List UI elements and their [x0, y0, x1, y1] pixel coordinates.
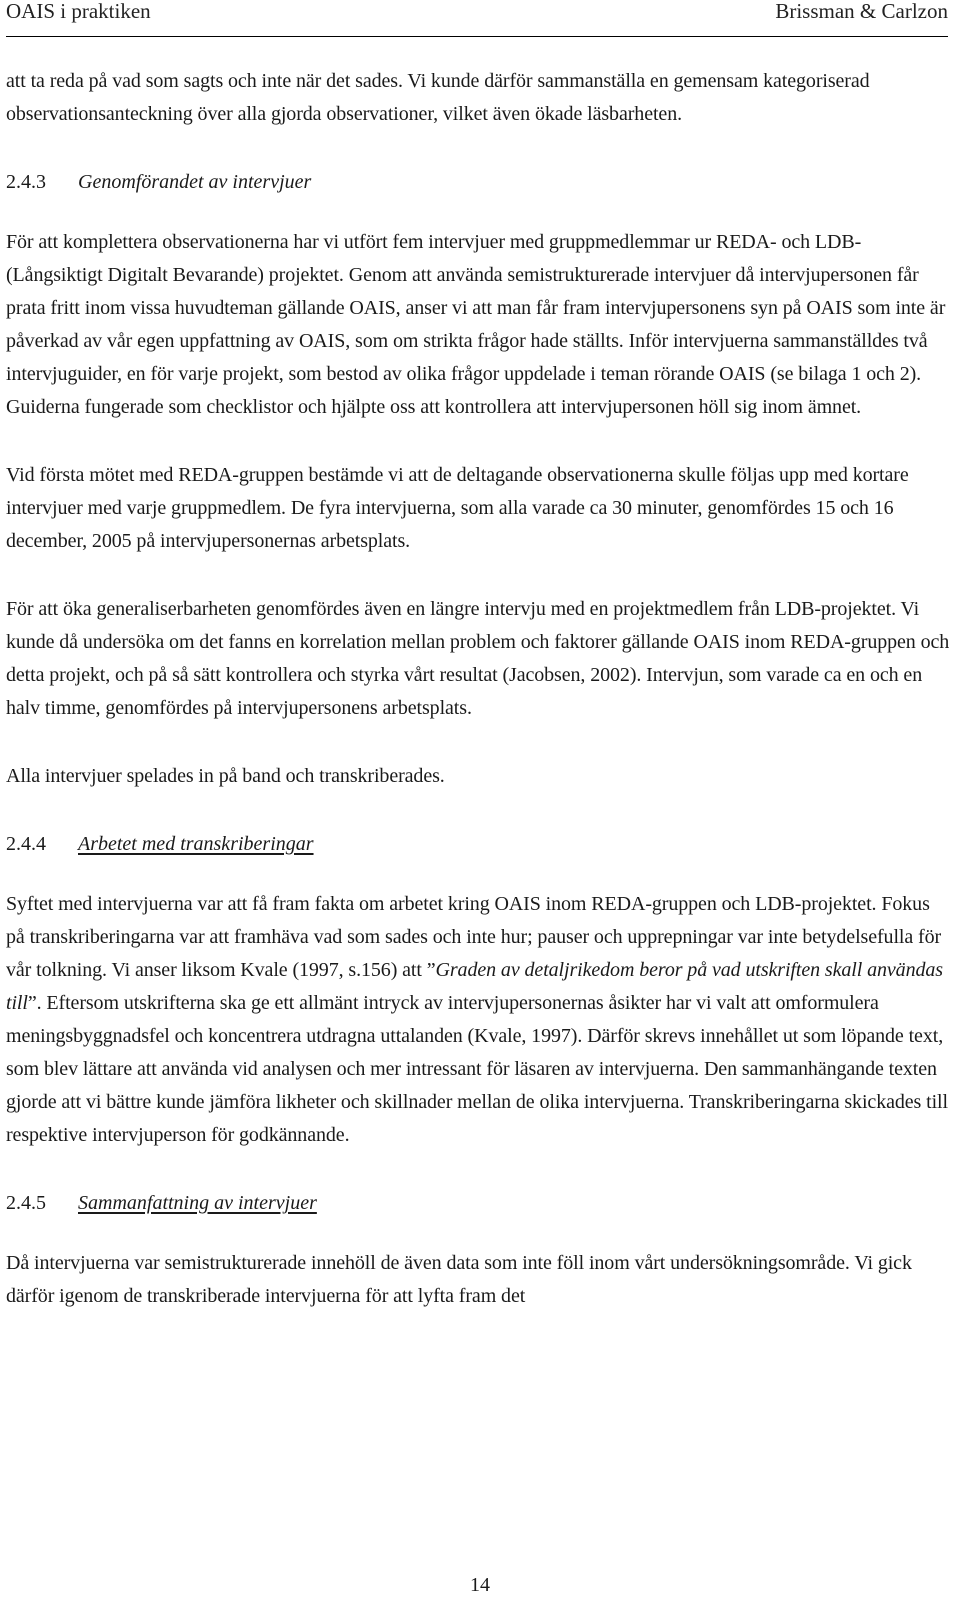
running-header — [6, 0, 948, 37]
paragraph-ldb-interview: För att öka generaliserbarheten genomfördes även en längre intervju med en projektmedlem från LDB-projektet. Vi kunde då undersöka om det fanns en korrelation mellan problem och faktorer gällande OAIS inom REDA-gruppen och detta projekt, och på så sätt kontrollera och styrka vårt resultat (Jacobsen, 2002). Intervjun, som varade ca en och en halv timme, genomfördes på intervjupersonens arbetsplats. — [6, 598, 950, 719]
section-heading-2-4-4 — [6, 828, 950, 861]
section-heading-2-4-3 — [6, 166, 950, 199]
paragraph-recording: Alla intervjuer spelades in på band och transkriberades. — [6, 765, 445, 787]
section-number: 2.4.3 — [6, 171, 46, 193]
transcription-text-end: ”. Eftersom utskrifterna ska ge ett allmänt intryck av intervjupersonernas åsikter har vi valt att omformulera meningsbyggnadsfel och koncentrera utdragna uttalanden (Kvale, 1997). Därför skrevs innehållet ut som löpande text, som blev lättare att använda vid analysen och mer intressant för läsaren av intervjuerna. Den sammanhängande texten gjorde att vi bättre kunde jämföra likheter och skillnader mellan de olika intervjuerna. Transkriberingarna skickades till respektive intervjuperson för godkännande. — [6, 992, 948, 1146]
section-number: 2.4.5 — [6, 1192, 46, 1214]
section-heading-2-4-5 — [6, 1187, 950, 1220]
paragraph-summary: Då intervjuerna var semistrukturerade innehöll de även data som inte föll inom vårt undersökningsområde. Vi gick därför igenom de transkriberade intervjuerna för att lyfta fram det — [6, 1252, 912, 1307]
section-title: Genomförandet av intervjuer — [78, 171, 312, 193]
body-text — [6, 65, 950, 1348]
header-authors: Brissman & Carlzon — [775, 0, 948, 23]
paragraph-observation-summary: att ta reda på vad som sagts och inte när det sades. Vi kunde därför sammanställa en gemensam kategoriserad observationsanteckning över alla gjorda observationer, vilket även ökade läsbarheten. — [6, 70, 870, 125]
page-number: 14 — [470, 1574, 490, 1596]
paragraph-interview-method: För att komplettera observationerna har vi utfört fem intervjuer med gruppmedlemmar ur REDA- och LDB- (Långsiktigt Digitalt Bevarande) projektet. Genom att använda semistrukturerade intervjuer då intervjupersonen får prata fritt inom vissa huvudteman gällande OAIS, anser vi att man får fram intervjupersonens syn på OAIS som inte är påverkad av vår egen uppfattning av OAIS, som om strikta frågor hade ställts. Inför intervjuerna sammanställdes två intervjuguider, en för varje projekt, som bestod av olika frågor uppdelade i teman rörande OAIS (se bilaga 1 och 2). Guiderna fungerade som checklistor och hjälpte oss att kontrollera att intervjupersonen höll sig inom ämnet. — [6, 231, 946, 418]
transcription-text-start: Syftet med intervjuerna var att få fram fakta om arbetet kring OAIS inom REDA-gruppen och LDB-projektet. Fokus på transkriberingarna var att framhäva vad som sades och inte hur; pauser och upprepningar var inte betydelsefulla för vår tolkning. Vi anser liksom Kvale (1997, s.156) att ” — [6, 893, 942, 981]
paragraph-transcription — [6, 888, 950, 1152]
section-title: Arbetet med transkriberingar — [78, 833, 314, 855]
header-title: OAIS i praktiken — [6, 0, 151, 23]
section-number: 2.4.4 — [6, 833, 46, 855]
section-title: Sammanfattning av intervjuer — [78, 1192, 317, 1214]
kvale-quote: Graden av detaljrikedom beror på vad utskriften skall användas till — [6, 959, 943, 1014]
paragraph-reda-interviews: Vid första mötet med REDA-gruppen bestämde vi att de deltagande observationerna skulle följas upp med kortare intervjuer med varje gruppmedlem. De fyra intervjuerna, som alla varade ca 30 minuter, genomfördes 15 och 16 december, 2005 på intervjupersonernas arbetsplats. — [6, 464, 909, 552]
